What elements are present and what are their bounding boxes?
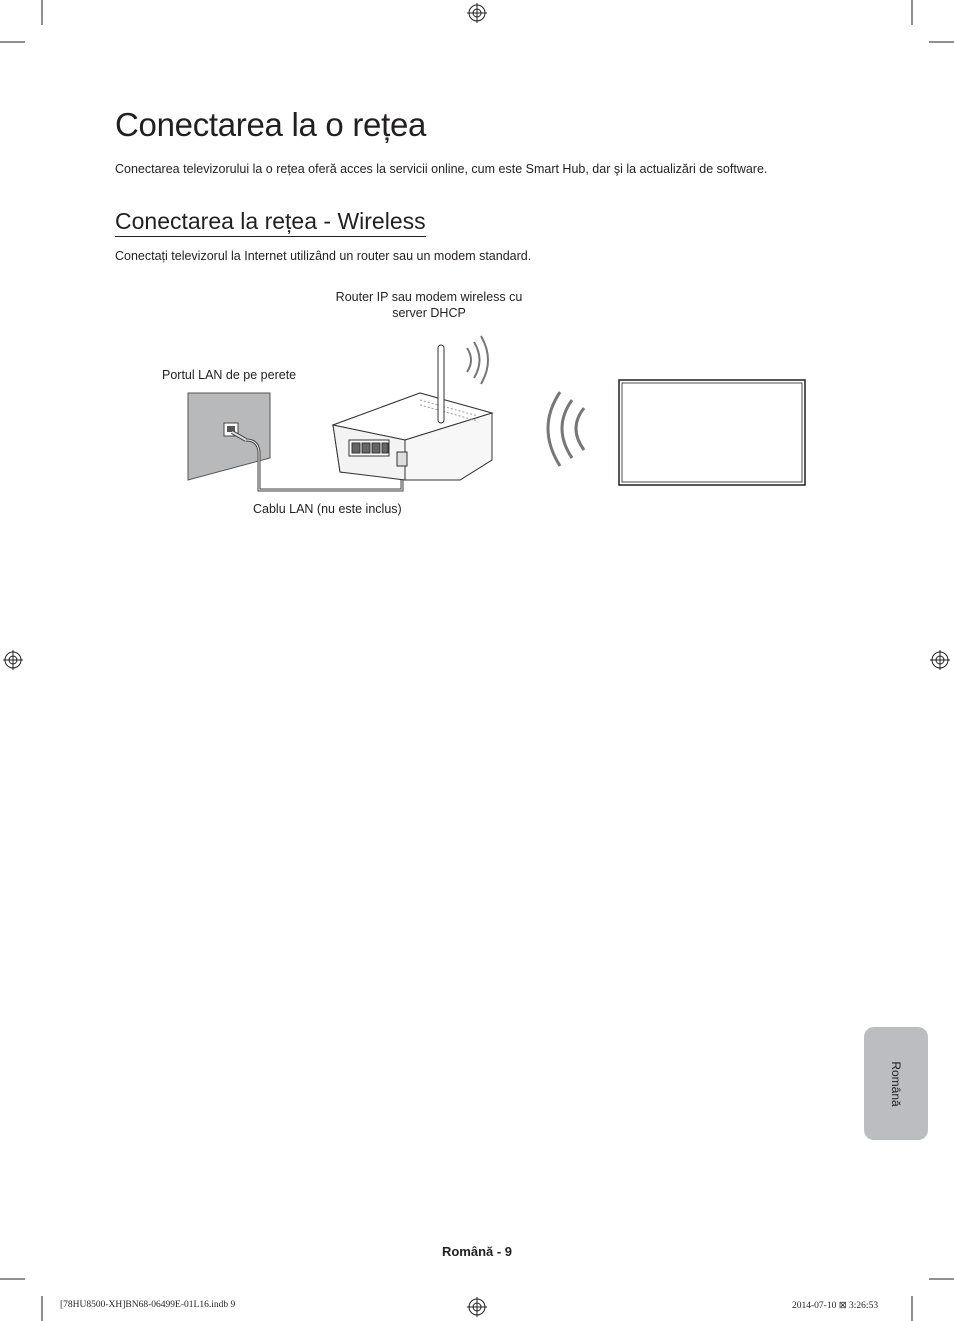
cable-label: Cablu LAN (nu este inclus)	[253, 502, 402, 516]
footer-file-info: [78HU8500-XH]BN68-06499E-01L16.indb 9	[60, 1300, 236, 1310]
wall-port-label: Portul LAN de pe perete	[162, 368, 297, 382]
wifi-signal-icon	[467, 336, 488, 384]
router-label: Router IP sau modem wireless cu server DHCP	[335, 290, 523, 320]
section-title: Conectarea la rețea - Wireless	[115, 208, 426, 237]
footer-timestamp: 2014-07-10 ⊠ 3:26:53	[792, 1301, 879, 1311]
router-icon	[333, 345, 492, 480]
wifi-signal-icon	[548, 392, 584, 466]
section-text: Conectați televizorul la Internet utilizând un router sau un modem standard.	[115, 249, 532, 263]
page-title: Conectarea la o rețea	[115, 106, 427, 143]
page-number: Română - 9	[441, 1244, 513, 1259]
tv-icon	[619, 380, 805, 485]
language-tab	[864, 1027, 928, 1140]
intro-text: Conectarea televizorului la o rețea oferă acces la servicii online, cum este Smart Hub, dar şi la actualizări de software.	[115, 162, 768, 176]
language-tab-label: Română	[889, 1060, 903, 1107]
